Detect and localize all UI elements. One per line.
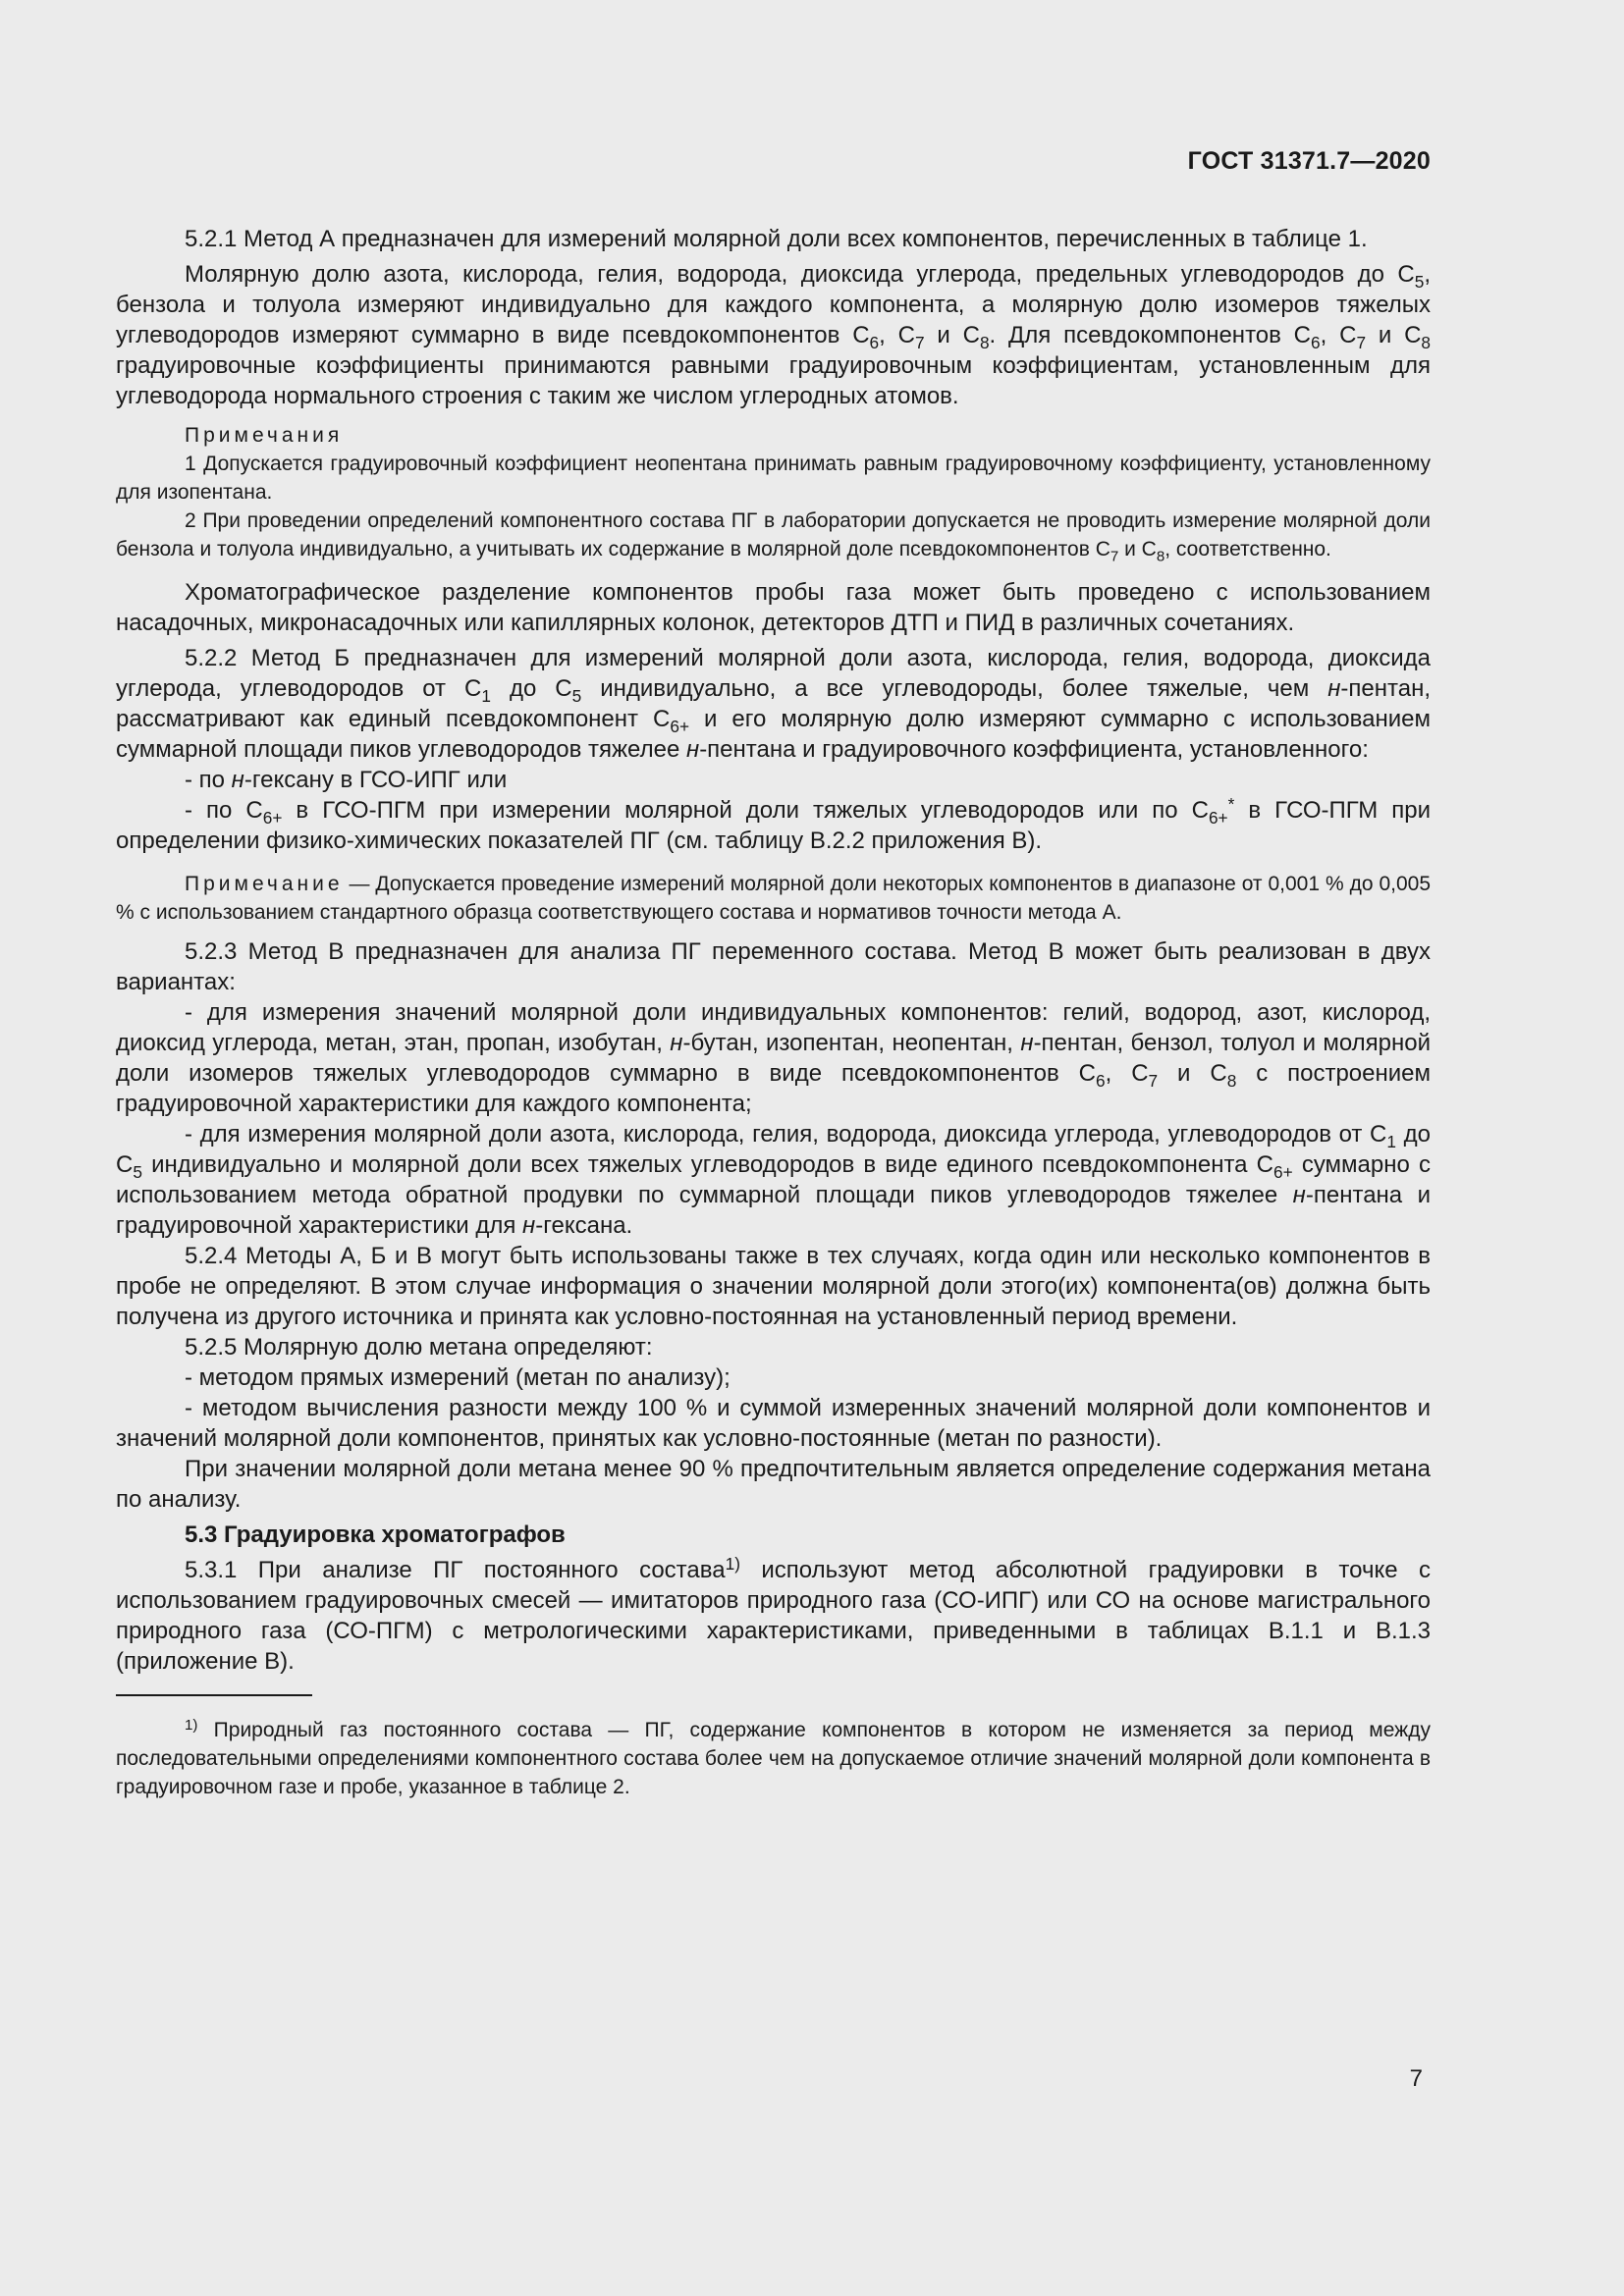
paragraph-5-2-3: 5.2.3 Метод В предназначен для анализа ПГ переменного состава. Метод В может быть реализован в двух вариантах:	[116, 938, 1431, 995]
list-item-difference: - методом вычисления разности между 100 % и суммой измеренных значений молярной доли компонентов и значений молярной доли компонентов, принятых как условно-постоянные (метан по разности).	[116, 1395, 1431, 1452]
note-method-a: Примечание — Допускается проведение измерений молярной доли некоторых компонентов в диапазоне от 0,001 % до 0,005 % с использованием стандартного образца соответствующего состава и нормативов точности метода А.	[116, 873, 1431, 924]
footnote-1: $^{1)}$ Природный газ постоянного состава — ПГ, содержание компонентов в котором не изменяется за период между последовательными определениями компонентного состава более чем на допускаемое отличие значений молярной доли компонента в градуировочном газе и пробе, указанное в таблице 2.	[116, 1717, 1431, 1798]
paragraph-5-3-1: 5.3.1 При анализе ПГ постоянного состава$^{1)}$ используют метод абсолютной градуировки в точке с использованием градуировочных смесей — имитаторов природного газа (СО-ИПГ) или СО на основе магистрального природного газа (СО-ПГМ) с метрологическими характеристиками, приведенными в таблицах В.1.1 и В.1.3 (приложение В).	[116, 1554, 1432, 1675]
document-body	[116, 224, 1431, 1801]
paragraph-5-2-4: 5.2.4 Методы А, Б и В могут быть использованы также в тех случаях, когда один или несколько компонентов в пробе не определяют. В этом случае информация о значении молярной доли этого(их) компонента(ов) должна быть получена из другого источника и принята как условно-постоянная на установленный период времени.	[116, 1243, 1431, 1330]
note-1: 1 Допускается градуировочный коэффициент неопентана принимать равным градуировочному коэффициенту, установленному для изопентана.	[116, 453, 1431, 504]
footnote-separator	[116, 1694, 312, 1696]
paragraph-5-2-1: 5.2.1 Метод А предназначен для измерений молярной доли всех компонентов, перечисленных в таблице 1.	[185, 226, 1368, 252]
paragraph-5-2-2: 5.2.2 Метод Б предназначен для измерений молярной доли азота, кислорода, гелия, водорода, диоксида углерода, углеводородов от $С_1$ до $С_5$ индивидуально, а все углеводороды, более тяжелые, чем н-пентан, рассматривают как единый псевдокомпонент $С_{6+}$ и его молярную долю измеряют суммарно с использованием суммарной площади пиков углеводородов тяжелее н-пентана и градуировочного коэффициента, установленного:	[116, 645, 1431, 763]
section-heading-5-3: 5.3 Градуировка хроматографов	[185, 1522, 566, 1548]
document-header: ГОСТ 31371.7—2020	[1187, 147, 1431, 175]
paragraph-5-2-5: 5.2.5 Молярную долю метана определяют:	[185, 1334, 653, 1361]
note-2: 2 При проведении определений компонентного состава ПГ в лаборатории допускается не проводить измерение молярной доли бензола и толуола индивидуально, а учитывать их содержание в молярной доле псевдокомпонентов $С_7$ и $С_8$, соответственно.	[116, 509, 1431, 565]
notes-title: Примечания	[185, 424, 344, 447]
list-item-hexane: - по н-гексану в ГСО-ИПГ или	[185, 767, 508, 793]
list-item-c6plus: - по $С_{6+}$ в ГСО-ПГМ при измерении молярной доли тяжелых углеводородов или по $С_{6+}^*$ в ГСО-ПГМ при определении физико-химических показателей ПГ (см. таблицу В.2.2 приложения В).	[116, 794, 1432, 854]
page-number: 7	[1409, 2065, 1423, 2092]
paragraph-components: Молярную долю азота, кислорода, гелия, водорода, диоксида углерода, предельных углеводородов до $С_5$, бензола и толуола измеряют индивидуально для каждого компонента, а молярную долю изомеров тяжелых углеводородов измеряют суммарно в виде псевдокомпонентов $С_6$, $С_7$ и $С_8$. Для псевдокомпонентов $С_6$, $С_7$ и $С_8$ градуировочные коэффициенты принимаются равными градуировочным коэффициентам, установленным для углеводорода нормального строения с таким же числом углеродных атомов.	[116, 261, 1432, 409]
paragraph-methane-90: При значении молярной доли метана менее 90 % предпочтительным является определение содержания метана по анализу.	[116, 1456, 1431, 1513]
paragraph-chromatographic: Хроматографическое разделение компонентов пробы газа может быть проведено с использованием насадочных, микронасадочных или капиллярных колонок, детекторов ДТП и ПИД в различных сочетаниях.	[116, 579, 1431, 636]
list-item-backflush: - для измерения молярной доли азота, кислорода, гелия, водорода, диоксида углерода, углеводородов от $С_1$ до $С_5$ индивидуально и молярной доли всех тяжелых углеводородов в виде единого псевдокомпонента $С_{6+}$ суммарно с использованием метода обратной продувки по суммарной площади пиков углеводородов тяжелее н-пентана и градуировочной характеристики для н-гексана.	[116, 1121, 1431, 1239]
list-item-individual-components: - для измерения значений молярной доли индивидуальных компонентов: гелий, водород, азот, кислород, диоксид углерода, метан, этан, пропан, изобутан, н-бутан, изопентан, неопентан, н-пентан, бензол, толуол и молярной доли изомеров тяжелых углеводородов суммарно в виде псевдокомпонентов $С_6$, $С_7$ и $С_8$ с построением градуировочной характеристики для каждого компонента;	[116, 999, 1432, 1117]
document-page	[116, 0, 1431, 2296]
list-item-direct: - методом прямых измерений (метан по анализу);	[185, 1364, 731, 1391]
